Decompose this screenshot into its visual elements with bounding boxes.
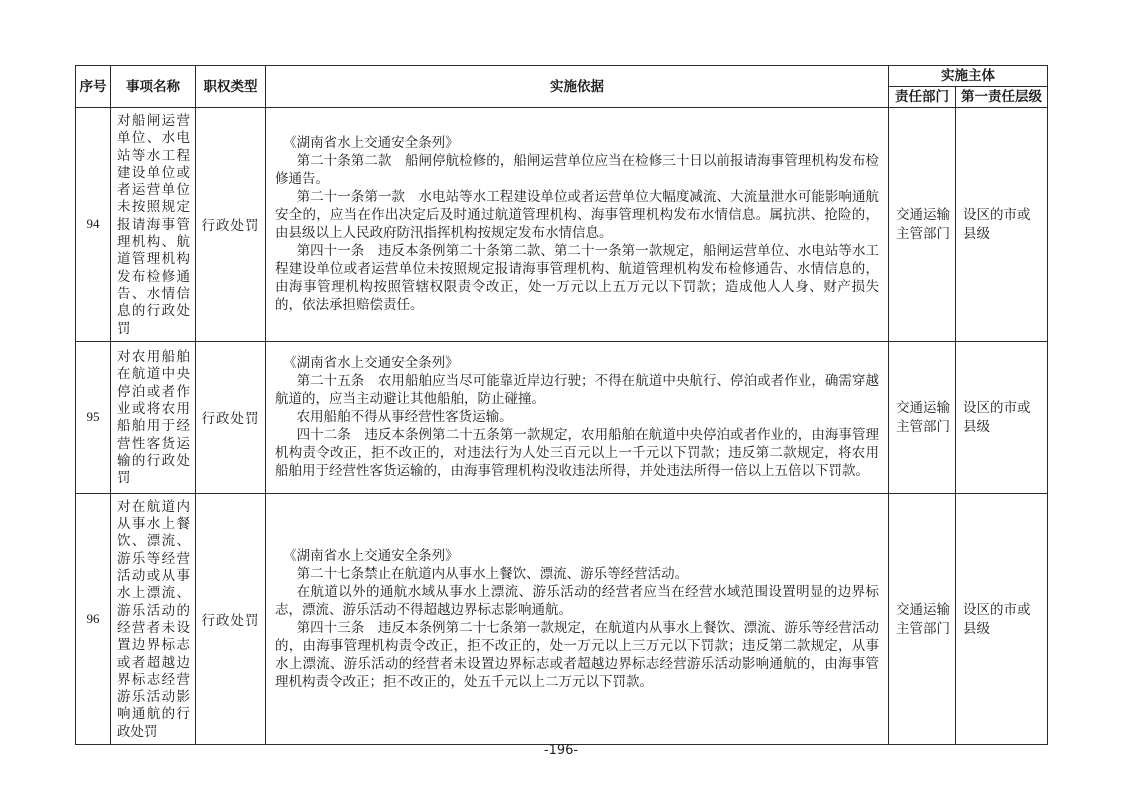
responsible-department: 交通运输主管部门 xyxy=(889,108,956,342)
basis-paragraph: 在航道以外的通航水域从事水上漂流、游乐活动的经营者应当在经营水域范围设置明显的边界标志，漂流、游乐活动不得超越边界标志影响通航。 xyxy=(275,583,879,617)
authority-type: 行政处罚 xyxy=(196,108,266,342)
authority-type: 行政处罚 xyxy=(196,493,266,744)
table-row-95 xyxy=(76,341,1048,493)
page-number: -196- xyxy=(543,743,579,758)
header-responsible-department: 责任部门 xyxy=(889,87,956,108)
header-implementation-subject: 实施主体 xyxy=(889,66,1048,87)
basis-paragraph: 第二十条第二款 船闸停航检修的，船闸运营单位应当在检修三十日以前报请海事管理机构发布检修通告。 xyxy=(275,153,879,187)
serial-number: 94 xyxy=(76,108,111,342)
table-row-94 xyxy=(76,108,1048,342)
implementation-basis xyxy=(266,341,889,493)
implementation-basis xyxy=(266,108,889,342)
header-implementation-basis: 实施依据 xyxy=(266,66,889,108)
serial-number: 96 xyxy=(76,493,111,744)
table-row-96 xyxy=(76,493,1048,744)
table-header xyxy=(76,66,1048,108)
basis-paragraph: 第二十五条 农用船舶应当尽可能靠近岸边行驶；不得在航道中央航行、停泊或者作业，确需穿越航道的，应当主动避让其他船舶，防止碰撞。 xyxy=(275,373,879,407)
basis-paragraph: 四十二条 违反本条例第二十五条第一款规定，农用船舶在航道中央停泊或者作业的，由海事管理机构责令改正，拒不改正的，对违法行为人处三百元以上一千元以下罚款；违反第二款规定，将农用船舶用于经营性客货运输的，由海事管理机构没收违法所得，并处违法所得一倍以上五倍以下罚款。 xyxy=(275,427,879,479)
header-first-responsibility-level: 第一责任层级 xyxy=(956,87,1048,108)
serial-number: 95 xyxy=(76,341,111,493)
basis-regulation-title: 《湖南省水上交通安全条列》 xyxy=(283,547,459,563)
responsible-department: 交通运输主管部门 xyxy=(889,341,956,493)
penalty-items-table xyxy=(75,65,1048,745)
header-serial-number: 序号 xyxy=(76,66,111,108)
first-responsibility-level: 设区的市或县级 xyxy=(956,108,1048,342)
item-name: 对农用船舶在航道中央停泊或者作业或将农用船舶用于经营性客货运输的行政处罚 xyxy=(111,341,196,493)
basis-paragraph: 第四十三条 违反本条例第二十七条第一款规定，在航道内从事水上餐饮、漂流、游乐等经营活动的，由海事管理机构责令改正，拒不改正的，处一万元以上三万元以下罚款；违反第二款规定，从事水上漂流、游乐活动的经营者未设置边界标志或者超越边界标志经营游乐活动影响通航的，由海事管理机构责令改正；拒不改正的，处五千元以上二万元以下罚款。 xyxy=(275,619,879,689)
first-responsibility-level: 设区的市或县级 xyxy=(956,341,1048,493)
basis-regulation-title: 《湖南省水上交通安全条列》 xyxy=(283,135,459,151)
basis-regulation-title: 《湖南省水上交通安全条列》 xyxy=(283,355,459,371)
responsible-department: 交通运输主管部门 xyxy=(889,493,956,744)
basis-paragraph: 第二十一条第一款 水电站等水工程建设单位或者运营单位大幅度减流、大流量泄水可能影响通航安全的，应当在作出决定后及时通过航道管理机构、海事管理机构发布水情信息。属抗洪、抢险的，由县级以上人民政府防汛指挥机构按规定发布水情信息。 xyxy=(275,189,879,241)
item-name: 对船闸运营单位、水电站等水工程建设单位或者运营单位未按照规定报请海事管理机构、航道管理机构发布检修通告、水情信息的行政处罚 xyxy=(111,108,196,342)
basis-paragraph: 农用船舶不得从事经营性客货运输。 xyxy=(296,409,513,425)
item-name: 对在航道内从事水上餐饮、漂流、游乐等经营活动或从事水上漂流、游乐活动的经营者未设置边界标志或者超越边界标志经营游乐活动影响通航的行政处罚 xyxy=(111,493,196,744)
authority-type: 行政处罚 xyxy=(196,341,266,493)
basis-paragraph: 第四十一条 违反本条例第二十条第二款、第二十一条第一款规定，船闸运营单位、水电站等水工程建设单位或者运营单位未按照规定报请海事管理机构、航道管理机构发布检修通告、水情信息的，由海事管理机构按照管辖权限责令改正，处一万元以上五万元以下罚款；造成他人人身、财产损失的，依法承担赔偿责任。 xyxy=(275,243,879,313)
header-item-name: 事项名称 xyxy=(111,66,196,108)
first-responsibility-level: 设区的市或县级 xyxy=(956,493,1048,744)
implementation-basis xyxy=(266,493,889,744)
basis-paragraph: 第二十七条禁止在航道内从事水上餐饮、漂流、游乐等经营活动。 xyxy=(296,565,689,581)
header-authority-type: 职权类型 xyxy=(196,66,266,108)
